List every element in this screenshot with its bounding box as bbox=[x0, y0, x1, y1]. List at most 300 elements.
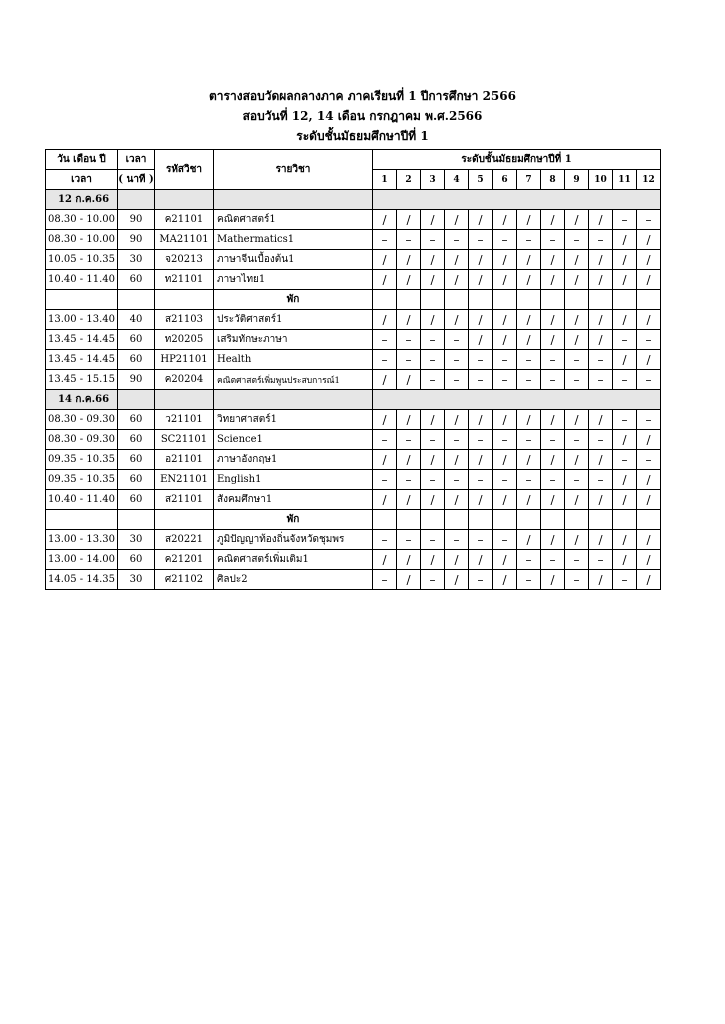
exam-time: 08.30 - 09.30 bbox=[46, 410, 118, 430]
class-5-mark: / bbox=[469, 550, 493, 570]
exam-duration: 60 bbox=[118, 550, 155, 570]
class-11-mark: – bbox=[613, 330, 637, 350]
exam-time: 14.05 - 14.35 bbox=[46, 570, 118, 590]
class-9-mark: / bbox=[565, 270, 589, 290]
class-4-mark: – bbox=[445, 470, 469, 490]
class-3-mark: / bbox=[421, 490, 445, 510]
exam-time: 09.35 - 10.35 bbox=[46, 450, 118, 470]
class-9-mark: / bbox=[565, 490, 589, 510]
break-row bbox=[46, 290, 661, 310]
class-6-mark: – bbox=[493, 230, 517, 250]
class-6-mark: / bbox=[493, 490, 517, 510]
class-7-mark: / bbox=[517, 530, 541, 550]
class-9-mark: / bbox=[565, 250, 589, 270]
empty-cell bbox=[397, 510, 421, 530]
empty-cell bbox=[155, 190, 214, 210]
class-7-mark: – bbox=[517, 550, 541, 570]
subject-name: Health bbox=[214, 350, 373, 370]
class-1-mark: / bbox=[373, 270, 397, 290]
exam-schedule-table bbox=[45, 149, 661, 590]
exam-time: 13.45 - 15.15 bbox=[46, 370, 118, 390]
class-8-mark: / bbox=[541, 490, 565, 510]
class-12-mark: – bbox=[637, 450, 661, 470]
class-3-mark: / bbox=[421, 550, 445, 570]
exam-row bbox=[46, 330, 661, 350]
exam-time: 10.40 - 11.40 bbox=[46, 270, 118, 290]
empty-cell bbox=[155, 510, 214, 530]
class-5-mark: / bbox=[469, 310, 493, 330]
class-12-mark: – bbox=[637, 370, 661, 390]
subject-name: ศิลปะ2 bbox=[214, 570, 373, 590]
exam-duration: 60 bbox=[118, 470, 155, 490]
class-5-mark: – bbox=[469, 470, 493, 490]
exam-time: 08.30 - 10.00 bbox=[46, 210, 118, 230]
class-2-mark: / bbox=[397, 490, 421, 510]
empty-cell bbox=[517, 510, 541, 530]
empty-cell bbox=[469, 510, 493, 530]
subject-name: คณิตศาสตร์1 bbox=[214, 210, 373, 230]
subject-name: วิทยาศาสตร์1 bbox=[214, 410, 373, 430]
empty-cell bbox=[118, 510, 155, 530]
empty-cell bbox=[373, 510, 397, 530]
header-date: วัน เดือน ปี bbox=[46, 150, 118, 170]
class-6-mark: / bbox=[493, 550, 517, 570]
class-6-mark: / bbox=[493, 410, 517, 430]
empty-cell bbox=[445, 290, 469, 310]
subject-name: คณิตศาสตร์เพิ่มพูนประสบการณ์1 bbox=[214, 370, 373, 390]
class-3-mark: / bbox=[421, 450, 445, 470]
subject-name: เสริมทักษะภาษา bbox=[214, 330, 373, 350]
header-subject: รายวิชา bbox=[214, 150, 373, 190]
class-4-mark: – bbox=[445, 350, 469, 370]
subject-code: จ20213 bbox=[155, 250, 214, 270]
header-class-9: 9 bbox=[565, 170, 589, 190]
exam-time: 08.30 - 09.30 bbox=[46, 430, 118, 450]
class-6-mark: – bbox=[493, 470, 517, 490]
class-7-mark: / bbox=[517, 250, 541, 270]
class-1-mark: / bbox=[373, 210, 397, 230]
class-6-mark: – bbox=[493, 350, 517, 370]
class-8-mark: – bbox=[541, 350, 565, 370]
day-label: 14 ก.ค.66 bbox=[46, 390, 118, 410]
class-8-mark: / bbox=[541, 450, 565, 470]
exam-duration: 40 bbox=[118, 310, 155, 330]
header-class-7: 7 bbox=[517, 170, 541, 190]
class-12-mark: / bbox=[637, 230, 661, 250]
class-9-mark: – bbox=[565, 470, 589, 490]
class-3-mark: / bbox=[421, 310, 445, 330]
subject-code: ท21101 bbox=[155, 270, 214, 290]
empty-cell bbox=[397, 290, 421, 310]
class-5-mark: / bbox=[469, 250, 493, 270]
empty-cell bbox=[421, 510, 445, 530]
class-6-mark: / bbox=[493, 250, 517, 270]
class-4-mark: / bbox=[445, 310, 469, 330]
class-1-mark: / bbox=[373, 370, 397, 390]
exam-duration: 30 bbox=[118, 530, 155, 550]
exam-row bbox=[46, 230, 661, 250]
class-10-mark: / bbox=[589, 410, 613, 430]
class-10-mark: / bbox=[589, 330, 613, 350]
empty-cell bbox=[493, 290, 517, 310]
header-time: เวลา bbox=[46, 170, 118, 190]
subject-code: ส21101 bbox=[155, 490, 214, 510]
subject-name: ภาษาจีนเบื้องต้น1 bbox=[214, 250, 373, 270]
subject-name: คณิตศาสตร์เพิ่มเติม1 bbox=[214, 550, 373, 570]
class-7-mark: – bbox=[517, 350, 541, 370]
class-1-mark: – bbox=[373, 530, 397, 550]
title-line-2: สอบวันที่ 12, 14 เดือน กรกฎาคม พ.ศ.2566 bbox=[242, 109, 483, 123]
class-3-mark: – bbox=[421, 430, 445, 450]
empty-cell bbox=[541, 510, 565, 530]
empty-cell bbox=[517, 290, 541, 310]
empty-cell bbox=[46, 290, 118, 310]
day-row bbox=[46, 190, 661, 210]
class-2-mark: – bbox=[397, 350, 421, 370]
exam-row bbox=[46, 370, 661, 390]
subject-name: ประวัติศาสตร์1 bbox=[214, 310, 373, 330]
exam-duration: 30 bbox=[118, 250, 155, 270]
class-6-mark: / bbox=[493, 310, 517, 330]
exam-duration: 60 bbox=[118, 430, 155, 450]
exam-duration: 30 bbox=[118, 570, 155, 590]
class-2-mark: – bbox=[397, 430, 421, 450]
class-7-mark: / bbox=[517, 410, 541, 430]
exam-time: 10.05 - 10.35 bbox=[46, 250, 118, 270]
empty-cell bbox=[637, 510, 661, 530]
class-11-mark: – bbox=[613, 370, 637, 390]
header-class-8: 8 bbox=[541, 170, 565, 190]
empty-cell bbox=[493, 510, 517, 530]
header-class-3: 3 bbox=[421, 170, 445, 190]
subject-code: SC21101 bbox=[155, 430, 214, 450]
exam-duration: 90 bbox=[118, 230, 155, 250]
class-1-mark: – bbox=[373, 330, 397, 350]
exam-duration: 90 bbox=[118, 210, 155, 230]
class-7-mark: – bbox=[517, 230, 541, 250]
class-8-mark: / bbox=[541, 330, 565, 350]
class-10-mark: – bbox=[589, 370, 613, 390]
subject-name: Mathermatics1 bbox=[214, 230, 373, 250]
empty-cell bbox=[155, 390, 214, 410]
class-11-mark: / bbox=[613, 550, 637, 570]
class-12-mark: / bbox=[637, 470, 661, 490]
exam-row bbox=[46, 470, 661, 490]
exam-row bbox=[46, 270, 661, 290]
class-7-mark: – bbox=[517, 430, 541, 450]
exam-duration: 60 bbox=[118, 490, 155, 510]
empty-cell bbox=[589, 510, 613, 530]
class-1-mark: – bbox=[373, 570, 397, 590]
class-3-mark: – bbox=[421, 470, 445, 490]
class-5-mark: – bbox=[469, 530, 493, 550]
subject-name: ภูมิปัญญาท้องถิ่นจังหวัดชุมพร bbox=[214, 530, 373, 550]
day-row bbox=[46, 390, 661, 410]
class-4-mark: / bbox=[445, 490, 469, 510]
class-6-mark: – bbox=[493, 530, 517, 550]
class-4-mark: / bbox=[445, 210, 469, 230]
subject-code: อ21101 bbox=[155, 450, 214, 470]
empty-cell bbox=[565, 510, 589, 530]
class-4-mark: / bbox=[445, 250, 469, 270]
class-10-mark: / bbox=[589, 270, 613, 290]
class-1-mark: – bbox=[373, 230, 397, 250]
class-9-mark: – bbox=[565, 570, 589, 590]
exam-time: 13.00 - 13.40 bbox=[46, 310, 118, 330]
class-3-mark: – bbox=[421, 230, 445, 250]
empty-cell bbox=[469, 290, 493, 310]
subject-code: ค21201 bbox=[155, 550, 214, 570]
empty-cell bbox=[373, 190, 661, 210]
class-7-mark: / bbox=[517, 270, 541, 290]
class-11-mark: / bbox=[613, 530, 637, 550]
exam-time: 13.45 - 14.45 bbox=[46, 330, 118, 350]
class-3-mark: – bbox=[421, 350, 445, 370]
exam-row bbox=[46, 530, 661, 550]
exam-duration: 90 bbox=[118, 370, 155, 390]
class-5-mark: – bbox=[469, 430, 493, 450]
exam-time: 10.40 - 11.40 bbox=[46, 490, 118, 510]
class-11-mark: – bbox=[613, 570, 637, 590]
exam-duration: 60 bbox=[118, 330, 155, 350]
subject-code: ส20221 bbox=[155, 530, 214, 550]
break-label: พัก bbox=[214, 290, 373, 310]
empty-cell bbox=[637, 290, 661, 310]
exam-row bbox=[46, 310, 661, 330]
class-5-mark: – bbox=[469, 230, 493, 250]
class-12-mark: / bbox=[637, 250, 661, 270]
subject-code: ส21103 bbox=[155, 310, 214, 330]
class-11-mark: – bbox=[613, 450, 637, 470]
class-7-mark: / bbox=[517, 210, 541, 230]
exam-time: 13.00 - 14.00 bbox=[46, 550, 118, 570]
class-9-mark: – bbox=[565, 370, 589, 390]
class-8-mark: – bbox=[541, 550, 565, 570]
class-6-mark: / bbox=[493, 330, 517, 350]
exam-time: 13.45 - 14.45 bbox=[46, 350, 118, 370]
class-4-mark: / bbox=[445, 410, 469, 430]
class-10-mark: / bbox=[589, 490, 613, 510]
class-10-mark: / bbox=[589, 250, 613, 270]
class-8-mark: – bbox=[541, 370, 565, 390]
class-10-mark: / bbox=[589, 450, 613, 470]
class-1-mark: / bbox=[373, 310, 397, 330]
class-6-mark: / bbox=[493, 270, 517, 290]
header-level: ระดับชั้นมัธยมศึกษาปีที่ 1 bbox=[373, 150, 661, 170]
header-duration: เวลา bbox=[118, 150, 155, 170]
empty-cell bbox=[373, 390, 661, 410]
class-8-mark: – bbox=[541, 230, 565, 250]
break-row bbox=[46, 510, 661, 530]
header-class-12: 12 bbox=[637, 170, 661, 190]
class-9-mark: / bbox=[565, 310, 589, 330]
exam-time: 09.35 - 10.35 bbox=[46, 470, 118, 490]
class-7-mark: / bbox=[517, 490, 541, 510]
subject-name: English1 bbox=[214, 470, 373, 490]
class-10-mark: – bbox=[589, 430, 613, 450]
exam-row bbox=[46, 570, 661, 590]
subject-name: ภาษาอังกฤษ1 bbox=[214, 450, 373, 470]
class-2-mark: – bbox=[397, 330, 421, 350]
class-3-mark: / bbox=[421, 250, 445, 270]
class-6-mark: / bbox=[493, 450, 517, 470]
class-1-mark: – bbox=[373, 430, 397, 450]
class-11-mark: / bbox=[613, 470, 637, 490]
empty-cell bbox=[565, 290, 589, 310]
class-11-mark: / bbox=[613, 270, 637, 290]
class-3-mark: – bbox=[421, 570, 445, 590]
class-12-mark: / bbox=[637, 270, 661, 290]
header-class-5: 5 bbox=[469, 170, 493, 190]
empty-cell bbox=[589, 290, 613, 310]
class-2-mark: – bbox=[397, 230, 421, 250]
class-5-mark: / bbox=[469, 490, 493, 510]
class-10-mark: / bbox=[589, 310, 613, 330]
class-12-mark: / bbox=[637, 570, 661, 590]
class-1-mark: – bbox=[373, 350, 397, 370]
class-2-mark: / bbox=[397, 210, 421, 230]
empty-cell bbox=[118, 390, 155, 410]
exam-duration: 60 bbox=[118, 270, 155, 290]
class-11-mark: / bbox=[613, 490, 637, 510]
empty-cell bbox=[613, 510, 637, 530]
subject-code: ท20205 bbox=[155, 330, 214, 350]
exam-row bbox=[46, 450, 661, 470]
empty-cell bbox=[373, 290, 397, 310]
subject-name: สังคมศึกษา1 bbox=[214, 490, 373, 510]
empty-cell bbox=[118, 190, 155, 210]
class-11-mark: / bbox=[613, 350, 637, 370]
class-5-mark: – bbox=[469, 370, 493, 390]
class-6-mark: / bbox=[493, 210, 517, 230]
class-10-mark: / bbox=[589, 530, 613, 550]
class-9-mark: – bbox=[565, 350, 589, 370]
class-2-mark: / bbox=[397, 270, 421, 290]
class-9-mark: – bbox=[565, 230, 589, 250]
class-6-mark: – bbox=[493, 430, 517, 450]
header-class-11: 11 bbox=[613, 170, 637, 190]
class-8-mark: – bbox=[541, 430, 565, 450]
header-class-2: 2 bbox=[397, 170, 421, 190]
class-12-mark: / bbox=[637, 530, 661, 550]
class-11-mark: / bbox=[613, 430, 637, 450]
class-9-mark: – bbox=[565, 430, 589, 450]
class-12-mark: / bbox=[637, 430, 661, 450]
class-4-mark: / bbox=[445, 550, 469, 570]
page-titles bbox=[0, 86, 725, 146]
header-class-10: 10 bbox=[589, 170, 613, 190]
subject-code: ศ21102 bbox=[155, 570, 214, 590]
subject-code: ค21101 bbox=[155, 210, 214, 230]
class-3-mark: / bbox=[421, 270, 445, 290]
class-4-mark: – bbox=[445, 530, 469, 550]
class-8-mark: / bbox=[541, 210, 565, 230]
schedule-body bbox=[46, 190, 661, 590]
empty-cell bbox=[445, 510, 469, 530]
class-6-mark: – bbox=[493, 370, 517, 390]
subject-code: HP21101 bbox=[155, 350, 214, 370]
exam-row bbox=[46, 250, 661, 270]
exam-row bbox=[46, 490, 661, 510]
class-9-mark: / bbox=[565, 530, 589, 550]
class-12-mark: – bbox=[637, 210, 661, 230]
class-2-mark: / bbox=[397, 570, 421, 590]
class-5-mark: / bbox=[469, 410, 493, 430]
class-9-mark: / bbox=[565, 210, 589, 230]
class-8-mark: / bbox=[541, 530, 565, 550]
class-6-mark: / bbox=[493, 570, 517, 590]
class-8-mark: / bbox=[541, 570, 565, 590]
header-minutes: ( นาที ) bbox=[118, 170, 155, 190]
class-3-mark: – bbox=[421, 530, 445, 550]
exam-duration: 60 bbox=[118, 410, 155, 430]
class-7-mark: – bbox=[517, 570, 541, 590]
class-8-mark: / bbox=[541, 270, 565, 290]
class-4-mark: / bbox=[445, 570, 469, 590]
class-12-mark: / bbox=[637, 550, 661, 570]
class-9-mark: / bbox=[565, 450, 589, 470]
class-7-mark: – bbox=[517, 370, 541, 390]
class-7-mark: – bbox=[517, 470, 541, 490]
header-class-4: 4 bbox=[445, 170, 469, 190]
exam-time: 08.30 - 10.00 bbox=[46, 230, 118, 250]
subject-code: ว21101 bbox=[155, 410, 214, 430]
class-12-mark: / bbox=[637, 350, 661, 370]
header-class-6: 6 bbox=[493, 170, 517, 190]
day-label: 12 ก.ค.66 bbox=[46, 190, 118, 210]
class-1-mark: / bbox=[373, 250, 397, 270]
class-12-mark: / bbox=[637, 490, 661, 510]
class-4-mark: / bbox=[445, 450, 469, 470]
empty-cell bbox=[541, 290, 565, 310]
class-12-mark: – bbox=[637, 330, 661, 350]
class-2-mark: / bbox=[397, 410, 421, 430]
class-5-mark: / bbox=[469, 450, 493, 470]
class-1-mark: / bbox=[373, 450, 397, 470]
class-3-mark: – bbox=[421, 370, 445, 390]
class-12-mark: – bbox=[637, 410, 661, 430]
class-7-mark: / bbox=[517, 330, 541, 350]
class-8-mark: – bbox=[541, 470, 565, 490]
class-2-mark: / bbox=[397, 550, 421, 570]
class-4-mark: – bbox=[445, 370, 469, 390]
class-5-mark: / bbox=[469, 330, 493, 350]
class-4-mark: – bbox=[445, 430, 469, 450]
class-10-mark: – bbox=[589, 350, 613, 370]
empty-cell bbox=[421, 290, 445, 310]
class-7-mark: / bbox=[517, 450, 541, 470]
class-10-mark: / bbox=[589, 210, 613, 230]
class-11-mark: / bbox=[613, 250, 637, 270]
class-7-mark: / bbox=[517, 310, 541, 330]
class-1-mark: / bbox=[373, 550, 397, 570]
empty-cell bbox=[46, 510, 118, 530]
empty-cell bbox=[214, 190, 373, 210]
class-9-mark: / bbox=[565, 330, 589, 350]
class-11-mark: / bbox=[613, 230, 637, 250]
class-2-mark: / bbox=[397, 450, 421, 470]
title-line-3: ระดับชั้นมัธยมศึกษาปีที่ 1 bbox=[296, 129, 429, 143]
class-2-mark: / bbox=[397, 250, 421, 270]
exam-row bbox=[46, 550, 661, 570]
class-1-mark: – bbox=[373, 470, 397, 490]
class-4-mark: / bbox=[445, 270, 469, 290]
class-4-mark: – bbox=[445, 330, 469, 350]
class-11-mark: / bbox=[613, 310, 637, 330]
class-11-mark: – bbox=[613, 210, 637, 230]
title-line-1: ตารางสอบวัดผลกลางภาค ภาคเรียนที่ 1 ปีการศึกษา 2566 bbox=[209, 89, 516, 103]
class-9-mark: – bbox=[565, 550, 589, 570]
